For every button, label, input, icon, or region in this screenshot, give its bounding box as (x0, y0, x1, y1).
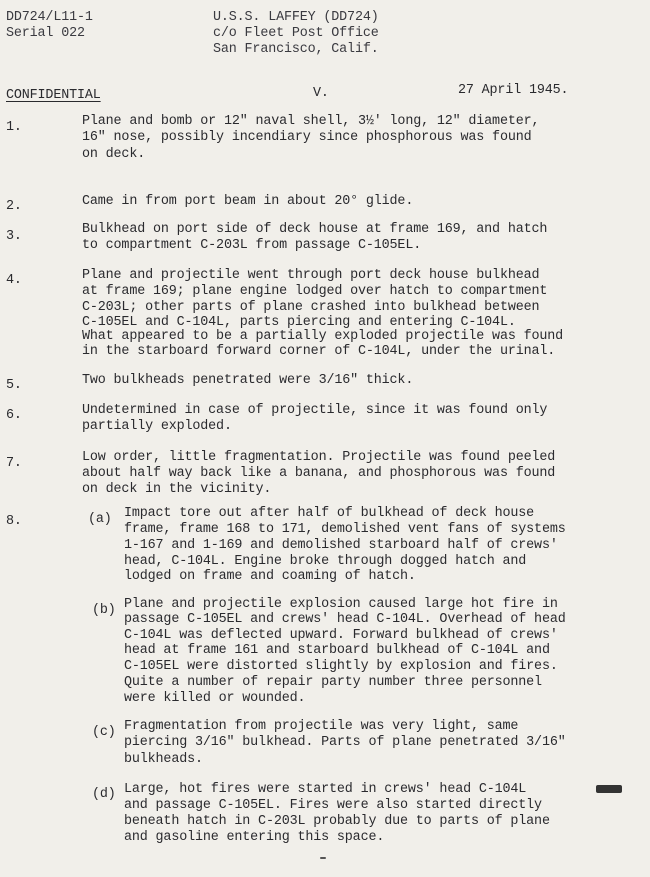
item-number: 7. (6, 456, 22, 471)
item-text-line: Bulkhead on port side of deck house at frame 169, and hatch (82, 222, 548, 237)
item-text-line: 16" nose, possibly incendiary since phosphorous was found (82, 130, 532, 145)
subitem-text-line: bulkheads. (124, 752, 203, 767)
subitem-text-line: Quite a number of repair party number three personnel (124, 675, 542, 690)
subitem-text-line: C-105EL were distorted slightly by explosion and fires. (124, 659, 558, 674)
subitem-text-line: were killed or wounded. (124, 691, 306, 706)
item-text-line: to compartment C-203L from passage C-105EL. (82, 238, 422, 253)
subitem-text-line: Impact tore out after half of bulkhead of deck house (124, 506, 535, 521)
subitem-text-line: head, C-104L. Engine broke through dogged hatch and (124, 554, 527, 569)
item-text-line: about half way back like a banana, and phosphorous was found (82, 466, 556, 481)
ink-blot-mark (596, 785, 622, 793)
item-text-line: on deck. (82, 147, 146, 162)
subitem-text-line: head at frame 161 and starboard bulkhead of C-104L and (124, 643, 550, 658)
item-number: 8. (6, 514, 22, 529)
address-ship: U.S.S. LAFFEY (DD724) (213, 10, 379, 25)
subitem-text-line: frame, frame 168 to 171, demolished vent fans of systems (124, 522, 566, 537)
item-number: 2. (6, 199, 22, 214)
item-text-line: Low order, little fragmentation. Projectile was found peeled (82, 450, 556, 465)
subitem-text-line: and gasoline entering this space. (124, 830, 385, 845)
item-text-line: Plane and projectile went through port deck house bulkhead (82, 268, 540, 283)
item-text-line: Undetermined in case of projectile, since it was found only (82, 403, 548, 418)
subitem-text-line: C-104L was deflected upward. Forward bulkhead of crews' (124, 628, 558, 643)
item-number: 6. (6, 408, 22, 423)
page-mark (320, 857, 326, 859)
item-number: 1. (6, 120, 22, 135)
item-text-line: What appeared to be a partially exploded projectile was found (82, 329, 564, 344)
subitem-text-line: Large, hot fires were started in crews' head C-104L (124, 782, 527, 797)
subitem-label: (b) (92, 603, 116, 618)
item-text-line: Plane and bomb or 12" naval shell, 3½' long, 12" diameter, (82, 114, 540, 129)
subitem-text-line: beneath hatch in C-203L probably due to parts of plane (124, 814, 550, 829)
subitem-text-line: lodged on frame and coaming of hatch. (124, 569, 416, 584)
document-date: 27 April 1945. (458, 83, 569, 98)
item-number: 5. (6, 378, 22, 393)
file-reference: DD724/L11-1 (6, 10, 93, 25)
subitem-text-line: piercing 3/16" bulkhead. Parts of plane penetrated 3/16" (124, 735, 566, 750)
item-text-line: at frame 169; plane engine lodged over hatch to compartment (82, 284, 548, 299)
serial-number: Serial 022 (6, 26, 85, 41)
address-post-office: c/o Fleet Post Office (213, 26, 379, 41)
subitem-label: (c) (92, 725, 116, 740)
subitem-label: (d) (92, 787, 116, 802)
classification-marking: CONFIDENTIAL (6, 88, 101, 103)
item-number: 4. (6, 273, 22, 288)
subitem-label: (a) (88, 512, 112, 527)
address-city: San Francisco, Calif. (213, 42, 379, 57)
item-text-line: partially exploded. (82, 419, 232, 434)
item-text-line: on deck in the vicinity. (82, 482, 272, 497)
subitem-text-line: passage C-105EL and crews' head C-104L. Overhead of head (124, 612, 566, 627)
item-number: 3. (6, 229, 22, 244)
subitem-text-line: Plane and projectile explosion caused large hot fire in (124, 597, 558, 612)
item-text-line: C-203L; other parts of plane crashed into bulkhead between (82, 300, 540, 315)
item-text-line: C-105EL and C-104L, parts piercing and entering C-104L. (82, 315, 516, 330)
subitem-text-line: Fragmentation from projectile was very light, same (124, 719, 519, 734)
item-text-line: Came in from port beam in about 20° glide. (82, 194, 414, 209)
subitem-text-line: and passage C-105EL. Fires were also started directly (124, 798, 542, 813)
item-text-line: in the starboard forward corner of C-104L, under the urinal. (82, 344, 556, 359)
subitem-text-line: 1-167 and 1-169 and demolished starboard half of crews' (124, 538, 558, 553)
item-text-line: Two bulkheads penetrated were 3/16" thick. (82, 373, 414, 388)
section-mark: V. (313, 86, 329, 101)
